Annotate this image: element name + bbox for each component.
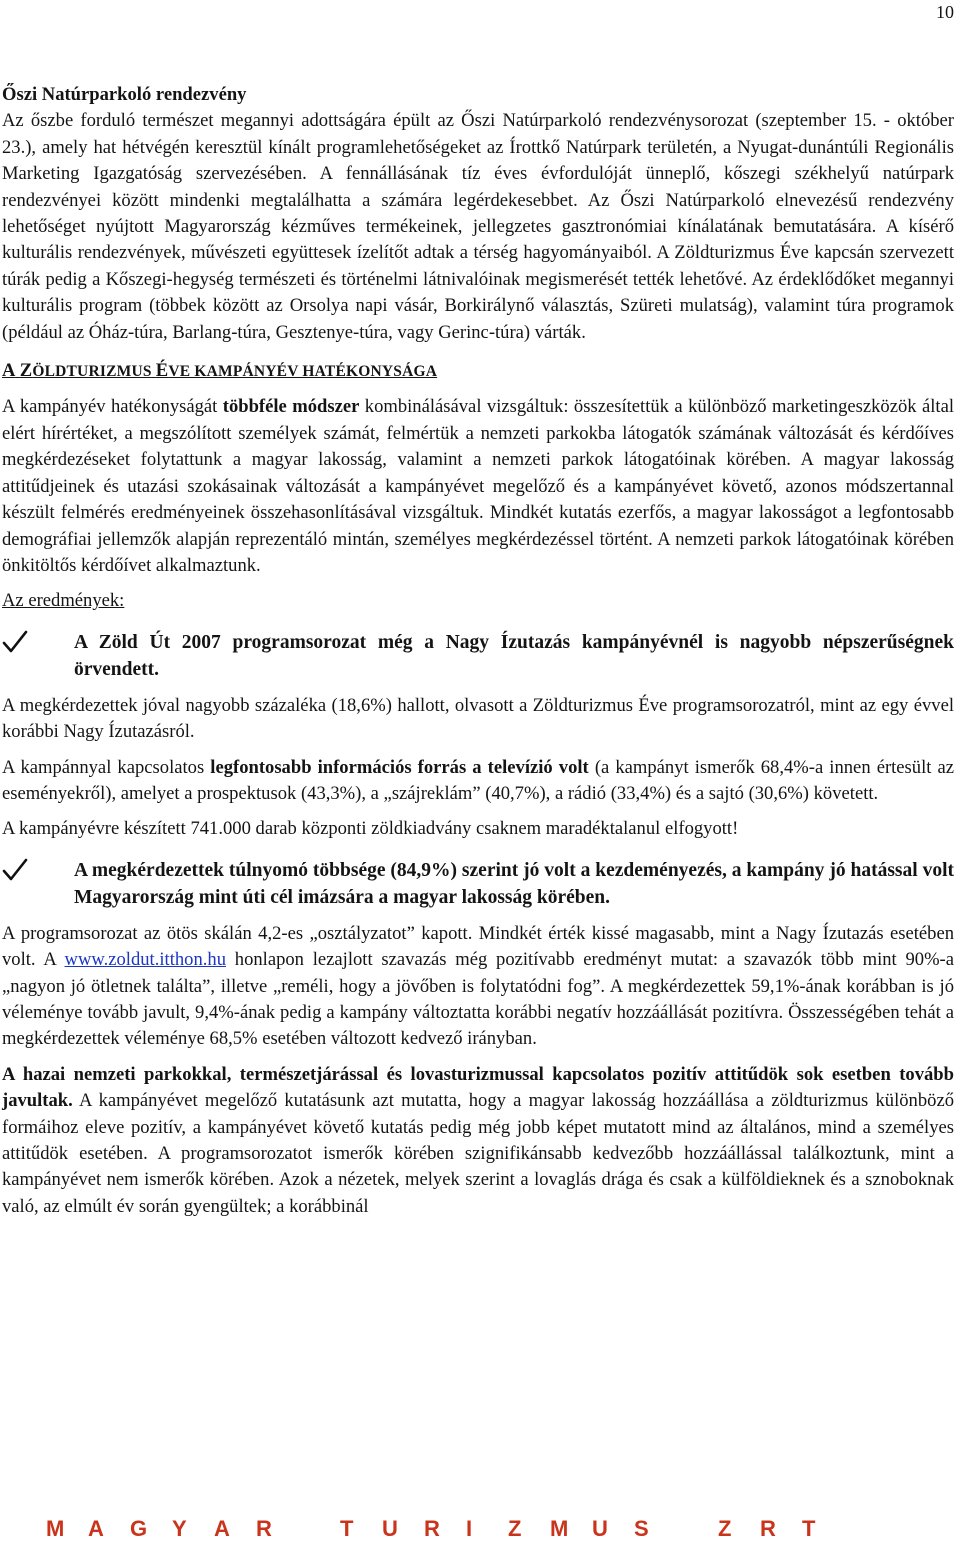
footer-letter [676, 1516, 718, 1542]
intro-paragraph: Az őszbe forduló természet megannyi adottságára épült az Őszi Natúrparkoló rendezvénysorozat (szeptember 15. - október 23.), amely hat hétvégén keresztül kínált programlehetőségeket az Írottkő Natúrpark területén, a Nyugat-dunántúli Regionális Marketing Igazgatóság szervezésében. A fennállásának tíz éves évfordulóját ünneplő, kőszegi székhelyű natúrpark rendezvényei között mindenki megtalálhatta a számára legérdekesebbet. Az Őszi Natúrparkoló elnevezésű rendezvény lehetőséget nyújtott Magyarország kézműves termékeinek, jellegzetes gasztronómiai kínálatának bemutatására. A kísérő kulturális rendezvények, művészeti együttesek ízelítőt adtak a térség hagyományaiból. A Zöldturizmus Éve kapcsán szervezett túrák pedig a Kőszegi-hegység természeti és történelmi látnivalóinak megismerését tették lehetővé. Az érdeklődőket megannyi kulturális program (többek között az Orsolya napi vásár, Borkirálynő választás, Szüreti mulatság), valamint túra programok (például az Óház-túra, Barlang-túra, Gesztenye-túra, vagy Gerinc-túra) várták. [2, 110, 954, 343]
heading-part-a: A [2, 360, 16, 382]
footer-letter [298, 1516, 340, 1542]
result-1-heading-text: A Zöld Út 2007 programsorozat még a Nagy Ízutazás kampányévnél is nagyobb népszerűségnek örvendett. [74, 631, 954, 681]
footer-letter: T [802, 1516, 816, 1541]
r2p2-text: A kampányévet megelőző kutatásunk azt mutatta, hogy a magyar lakosság hozzáállása a zöldturizmus különböző formáihoz eleve pozitív, a kampányévet követő kutatás pedig még jobb képet mutatott mind az általános, mind a személyes attitűdök esetében. A programsorozatot ismerők körében szignifikánsabb kedvezőbb hozzáállással találkoztunk, mint a kampányévet nem ismerők körében. Azok a nézetek, melyek szerint a lovaglás drága és csak a külföldieknek és a sznoboknak való, az elmúlt év során gyengültek; a korábbinál [2, 1090, 954, 1217]
result-1-paragraph-3: A kampányévre készített 741.000 darab központi zöldkiadvány csaknem maradéktalanul elfogyott! [2, 818, 739, 840]
result-1-paragraph-1: A megkérdezettek jóval nagyobb százaléka (18,6%) hallott, olvasott a Zöldturizmus Éve programsorozatról, mint az egy évvel korábbi Nagy Ízutazásról. [2, 694, 954, 743]
footer-letter: T [340, 1516, 354, 1541]
result-2-paragraph-2 [2, 1062, 954, 1220]
result-2-heading-text: A megkérdezettek túlnyomó többsége (84,9%) szerint jó volt a kezdeményezés, a kampány jó hatással volt Magyarország mint úti cél imázsára a magyar lakosság körében. [74, 859, 954, 909]
results-label: Az eredmények: [2, 590, 125, 612]
method-bold: többféle módszer [222, 396, 360, 418]
method-text-1: A kampányév hatékonyságát [2, 396, 223, 418]
result-2-heading [2, 857, 954, 912]
result-1-paragraph-2 [2, 755, 954, 808]
heading-part-e: É [155, 360, 169, 382]
footer-letter: R [256, 1516, 272, 1541]
heading-part-z: Z [19, 360, 33, 382]
section-heading [2, 358, 954, 385]
footer-company-name [46, 1516, 844, 1542]
check-icon [2, 629, 28, 655]
r2p1-text-2: honlapon lezajlott szavazás még pozitívabb eredményt mutat: a szavazók több mint 90%-a „nagyon jó ötletnek találta”, illetve „reméli, hogy a jövőben is folytatódni fog”. A megkérdezettek 59,1%-ának korábban is jó véleménye tovább javult, 9,4%-ának pedig a kampány változtatta korábbi negatív hozzáállását pozitívra. Összességében tehát a megkérdezettek véleménye 68,5% esetében változott kedvező irányban. [2, 949, 954, 1050]
r1p2-text-1: A kampánnyal kapcsolatos [2, 756, 211, 778]
zoldut-link[interactable]: www.zoldut.itthon.hu [64, 949, 226, 971]
page-number: 10 [936, 2, 954, 22]
method-text-2: kombinálásával vizsgáltuk: összesítettük a különböző marketingeszközök által elért hírértéket, a megszólított személyek számát, felmértük a nemzeti parkokba látogatók számának változását és kérdőíves megkérdezéseket folytattunk a magyar lakosság, valamint a nemzeti parkok látogatóinak körében. A magyar lakosság attitűdjeinek és utazási szokásainak változását a kampányévet megelőző és a kampányévet követő, azonos módszertannal készült felmérés eredményeinek összehasonlításával vizsgáltuk. Mindkét kutatás ezerfős, a magyar lakosságot a legfontosabb demográfiai jellemzők alapján reprezentáló mintán, személyes megkérdezéssel történt. A nemzeti parkok látogatóinak körében önkitöltős kérdőívet alkalmaztunk. [2, 396, 954, 576]
footer-letter: A [88, 1516, 104, 1541]
footer-letter: Y [172, 1516, 187, 1541]
r2p2-bold: A hazai nemzeti parkokkal, természetjárással és lovasturizmussal kapcsolatos pozitív attitűdök sok esetben tovább javultak. [2, 1063, 954, 1112]
section-title: Őszi Natúrparkoló rendezvény [2, 84, 247, 105]
footer-letter: R [760, 1516, 776, 1541]
footer-letter: I [466, 1516, 473, 1541]
footer-letter: G [130, 1516, 148, 1541]
result-1-heading [2, 629, 954, 684]
check-icon [2, 857, 28, 883]
footer-letter: Z [718, 1516, 732, 1541]
heading-part-ve: VE KAMPÁNYÉV HATÉKONYSÁGA [168, 363, 438, 381]
footer-letter: U [592, 1516, 608, 1541]
method-paragraph [2, 394, 954, 579]
footer-letter: Z [508, 1516, 522, 1541]
footer-letter: U [382, 1516, 398, 1541]
footer-letter: S [634, 1516, 649, 1541]
r2p1-text-1: A programsorozat az ötös skálán 4,2-es „osztályzatot” kapott. Mindkét érték kissé magasabb, mint a Nagy Ízutazás esetében volt. A [2, 922, 954, 971]
page-content [2, 82, 954, 1220]
footer-letter: R [424, 1516, 440, 1541]
r1p2-bold: legfontosabb információs forrás a televízió volt [210, 756, 589, 778]
r1p2-text-2: (a kampányt ismerők 68,4%-a innen értesült az eseményekről), amelyet a prospektusok (43,3%), a „szájreklám” (40,7%), a rádió (33,4%) és a sajtó (30,6%) követett. [2, 756, 955, 804]
footer-letter: M [550, 1516, 569, 1541]
result-2-paragraph-1 [2, 921, 954, 1053]
heading-part-oldturizmus: ÖLDTURIZMUS [32, 363, 152, 381]
footer-letter: M [46, 1516, 65, 1541]
footer-letter: A [214, 1516, 230, 1541]
